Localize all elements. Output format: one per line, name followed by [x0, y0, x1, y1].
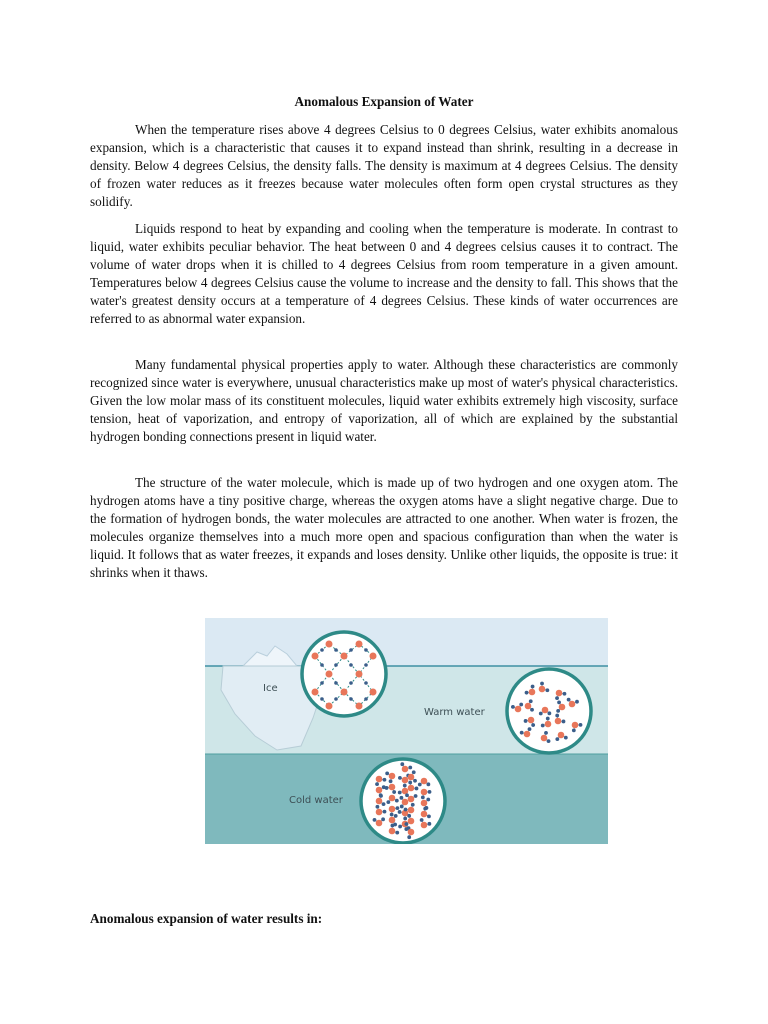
cold-water-label: Cold water [289, 795, 343, 806]
question-heading: Anomalous expansion of water results in: [90, 911, 323, 926]
cold-water-molecule-circle [361, 759, 445, 843]
document-title: Anomalous Expansion of Water [294, 94, 474, 109]
ice-label: Ice [263, 683, 278, 694]
warm-water-molecule-circle [507, 669, 591, 753]
water-expansion-figure [205, 618, 608, 844]
paragraph-1: When the temperature rises above 4 degrees Celsius to 0 degrees Celsius, water exhibits anomalous expansion, which is a characteristic that causes it to expand instead than shrink, resulting in a decrease in density. Below 4 degrees Celsius, the density falls. The density is maximum at 4 degrees Celsius. The density of frozen water reduces as it freezes because water molecules often form open crystal structures as they solidify. [90, 122, 678, 209]
ice-lattice-circle [302, 632, 386, 716]
paragraph-4: The structure of the water molecule, which is made up of two hydrogen and one oxygen atom. The hydrogen atoms have a tiny positive charge, whereas the oxygen atoms have a slight negative charge. Due to the formation of hydrogen bonds, the water molecules are attracted to one another. When water is frozen, the molecules organize themselves into a much more open and spacious configuration than when the water is liquid. It follows that as water freezes, it expands and loses density. Unlike other liquids, the opposite is true: it shrinks when it thaws. [90, 475, 678, 580]
paragraph-3: Many fundamental physical properties apply to water. Although these characteristics are commonly recognized since water is everywhere, unusual characteristics make up most of water's physical characteristics. Given the low molar mass of its constituent molecules, liquid water exhibits extremely high viscosity, surface tension, heat of vaporization, and entropy of vaporization, all of which are explained by the substantial hydrogen bonding connections present in liquid water. [90, 357, 678, 444]
warm-water-label: Warm water [424, 707, 485, 718]
paragraph-2: Liquids respond to heat by expanding and cooling when the temperature is moderate. In contrast to liquid, water exhibits peculiar behavior. The heat between 0 and 4 degrees celsius causes it to contract. The volume of water drops when it is chilled to 4 degrees Celsius from room temperature in a given amount. Temperatures below 4 degrees Celsius cause the volume to increase and the density to fall. This shows that the water's greatest density occurs at a temperature of 4 degrees Celsius. These kinds of water occurrences are referred to as abnormal water expansion. [90, 221, 678, 326]
